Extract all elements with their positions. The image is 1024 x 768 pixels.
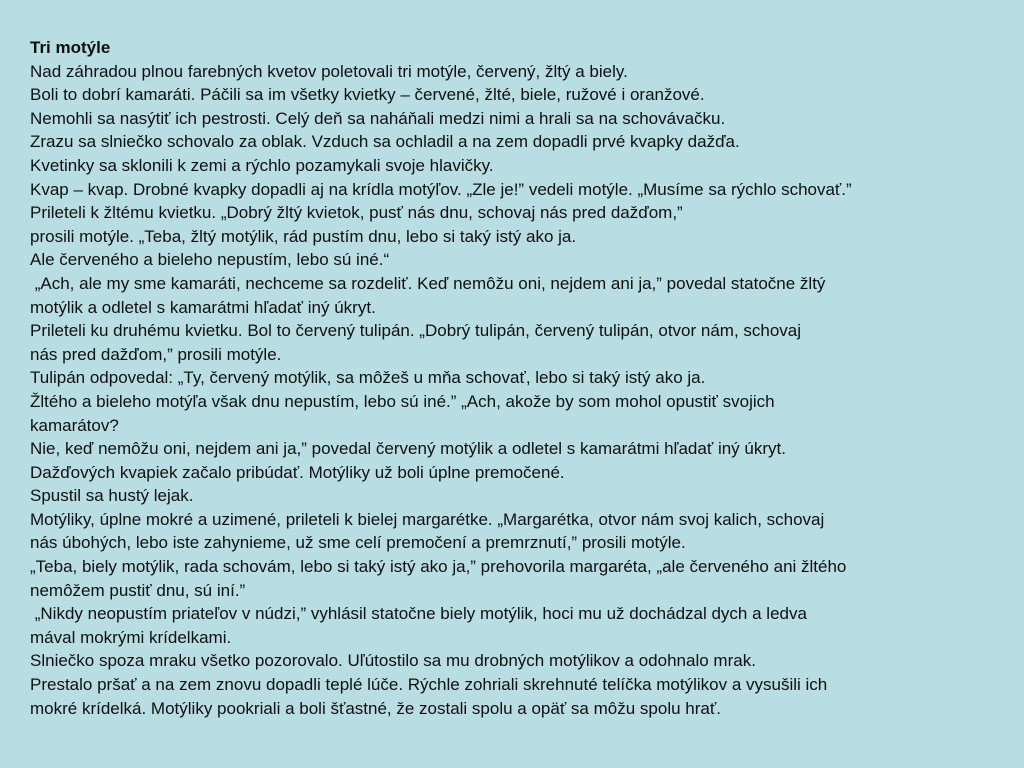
story-line: Nemohli sa nasýtiť ich pestrosti. Celý deň sa naháňali medzi nimi a hrali sa na schovávačku. (30, 108, 726, 128)
story-line: prosili motýle. „Teba, žltý motýlik, rád pustím dnu, lebo si taký istý ako ja. (30, 226, 577, 246)
story-line: mával mokrými krídelkami. (30, 627, 232, 647)
story-line: nás pred dažďom,” prosili motýle. (30, 344, 282, 364)
story-line: Dažďových kvapiek začalo pribúdať. Motýliky už boli úplne premočené. (30, 462, 565, 482)
story-line: „Teba, biely motýlik, rada schovám, lebo si taký istý ako ja,” prehovorila margaréta, „ale červeného ani žltého (30, 557, 847, 577)
story-line: Boli to dobrí kamaráti. Páčili sa im všetky kvietky – červené, žlté, biele, ružové i oranžové. (30, 85, 705, 105)
story-line: Nad záhradou plnou farebných kvetov poletovali tri motýle, červený, žltý a biely. (30, 61, 628, 81)
story-line: Tulipán odpovedal: „Ty, červený motýlik, sa môžeš u mňa schovať, lebo si taký istý ako ja. (30, 368, 706, 388)
story-line: mokré krídelká. Motýliky pookriali a boli šťastné, že zostali spolu a opäť sa môžu spolu hrať. (30, 698, 721, 718)
story-line: Kvap – kvap. Drobné kvapky dopadli aj na krídla motýľov. „Zle je!” vedeli motýle. „Musíme sa rýchlo schovať.” (30, 179, 852, 199)
story-line: Prileteli ku druhému kvietku. Bol to červený tulipán. „Dobrý tulipán, červený tulipán, otvor nám, schovaj (30, 321, 802, 341)
story-line: nás úbohých, lebo iste zahynieme, už sme celí premočení a premrznutí,” prosili motýle. (30, 533, 686, 553)
story-line: Slniečko spoza mraku všetko pozorovalo. Uľútostilo sa mu drobných motýlikov a odohnalo mrak. (30, 651, 756, 671)
story-line: Ale červeného a bieleho nepustím, lebo sú iné.“ (30, 250, 390, 270)
story-line: „Nikdy neopustím priateľov v núdzi,” vyhlásil statočne biely motýlik, hoci mu už dochádzal dych a ledva (30, 604, 807, 624)
story-line: Kvetinky sa sklonili k zemi a rýchlo pozamykali svoje hlavičky. (30, 155, 494, 175)
story-document (30, 36, 1005, 720)
story-line: Motýliky, úplne mokré a uzimené, prileteli k bielej margarétke. „Margarétka, otvor nám svoj kalich, schovaj (30, 509, 825, 529)
story-line: „Ach, ale my sme kamaráti, nechceme sa rozdeliť. Keď nemôžu oni, nejdem ani ja,” povedal statočne žltý (30, 273, 826, 293)
story-line: Prestalo pršať a na zem znovu dopadli teplé lúče. Rýchle zohriali skrehnuté telíčka motýlikov a vysušili ich (30, 675, 828, 695)
story-line: motýlik a odletel s kamarátmi hľadať iný úkryt. (30, 297, 376, 317)
story-line: nemôžem pustiť dnu, sú iní.” (30, 580, 246, 600)
story-line: Nie, keď nemôžu oni, nejdem ani ja,” povedal červený motýlik a odletel s kamarátmi hľadať iný úkryt. (30, 439, 786, 459)
story-line: Prileteli k žltému kvietku. „Dobrý žltý kvietok, pusť nás dnu, schovaj nás pred dažďom,” (30, 203, 683, 223)
story-line: Spustil sa hustý lejak. (30, 486, 194, 506)
story-line: kamarátov? (30, 415, 119, 435)
story-title: Tri motýle (30, 38, 111, 57)
story-line: Zrazu sa slniečko schovalo za oblak. Vzduch sa ochladil a na zem dopadli prvé kvapky dažďa. (30, 132, 740, 152)
story-line: Žltého a bieleho motýľa však dnu nepustím, lebo sú iné.” „Ach, akože by som mohol opustiť svojich (30, 391, 775, 411)
